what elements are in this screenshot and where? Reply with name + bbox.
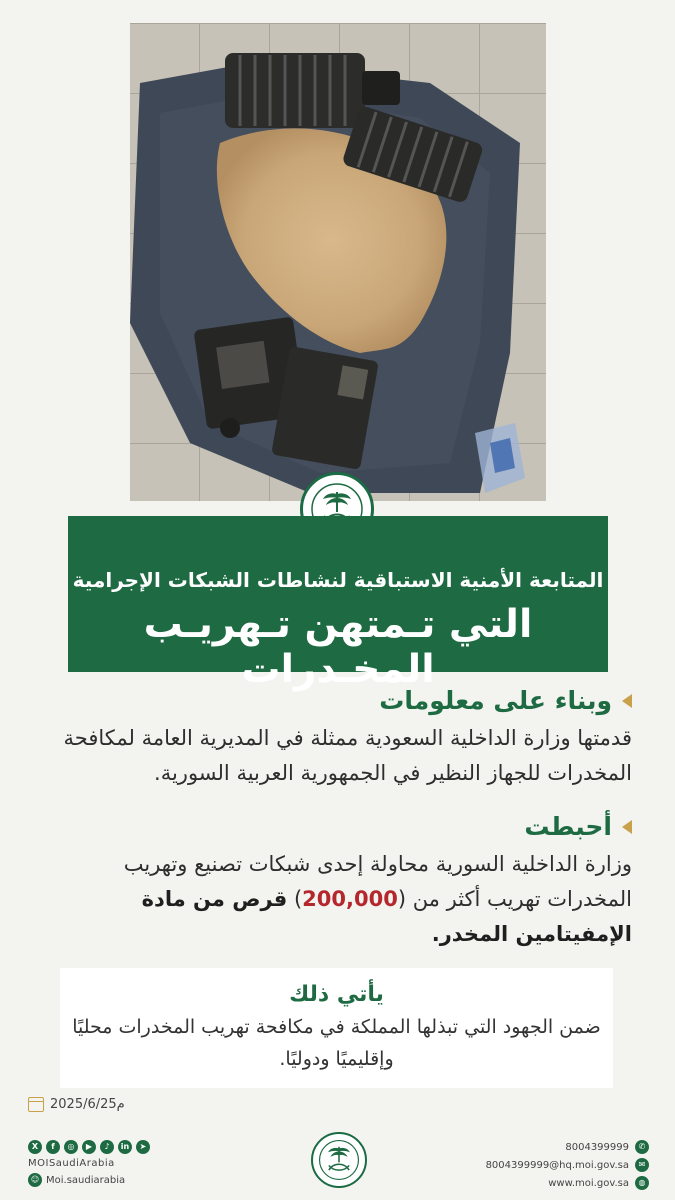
- title-banner: [68, 516, 608, 692]
- note-box: [60, 968, 613, 1088]
- section-heading-text: وبناء على معلومات: [379, 686, 612, 715]
- section-heading: [62, 686, 632, 715]
- social-handle[interactable]: MOISaudiArabia: [28, 1158, 115, 1169]
- section-body: قدمتها وزارة الداخلية السعودية ممثلة في المديرية العامة لمكافحة المخدرات للجهاز النظير في الجمهورية العربية السورية.: [63, 726, 632, 785]
- calendar-icon: [28, 1097, 44, 1112]
- body-text-bold: قرص من مادة الإمفيتامين المخدر.: [141, 887, 632, 946]
- section-heading-text: أحبطت: [524, 812, 612, 841]
- tiktok-icon[interactable]: ♪: [100, 1140, 114, 1154]
- triangle-bullet-icon: [622, 820, 632, 834]
- pill-count: 200,000: [302, 887, 398, 911]
- banner-subtitle: المتابعة الأمنية الاستباقية لنشاطات الشبكات الإجرامية: [72, 568, 604, 592]
- ministry-emblem-footer: [311, 1132, 367, 1188]
- footer-contact: [449, 1138, 649, 1192]
- x-icon[interactable]: X: [28, 1140, 42, 1154]
- body-text-part: ): [287, 887, 303, 911]
- contact-website[interactable]: [449, 1174, 649, 1192]
- section-heading: [62, 812, 632, 841]
- section-foiled: [62, 812, 632, 952]
- social-icons: [28, 1140, 168, 1154]
- section-body: [62, 847, 632, 952]
- note-title: يأتي ذلك: [289, 982, 384, 1007]
- banner-title: التي تـمتهن تـهريـب المخـدرات: [143, 602, 533, 692]
- contact-email[interactable]: [449, 1156, 649, 1174]
- body-text-part: وزارة الداخلية السورية محاولة إحدى شبكات تصنيع وتهريب المخدرات تهريب أكثر من (: [123, 852, 632, 911]
- facebook-icon[interactable]: f: [46, 1140, 60, 1154]
- snapchat-handle: Moi.saudiarabia: [46, 1174, 126, 1186]
- email-icon: ✉: [635, 1158, 649, 1172]
- youtube-icon[interactable]: ▶: [82, 1140, 96, 1154]
- telegram-icon[interactable]: ➤: [136, 1140, 150, 1154]
- phone-icon: ✆: [635, 1140, 649, 1154]
- palm-swords-icon: [318, 1139, 360, 1181]
- publish-date: [28, 1097, 125, 1112]
- photo-illustration: [130, 23, 546, 501]
- contact-phone[interactable]: [449, 1138, 649, 1156]
- seized-drugs-photo: [130, 23, 546, 501]
- linkedin-icon[interactable]: in: [118, 1140, 132, 1154]
- snapchat-icon: ☺: [28, 1173, 42, 1187]
- email-address: 8004399999@hq.moi.gov.sa: [485, 1159, 629, 1171]
- date-text: 2025/6/25م: [50, 1097, 125, 1112]
- phone-number: 8004399999: [565, 1141, 629, 1153]
- snapchat-row[interactable]: [28, 1173, 168, 1187]
- section-information: [62, 686, 632, 791]
- triangle-bullet-icon: [622, 694, 632, 708]
- note-text: ضمن الجهود التي تبذلها المملكة في مكافحة تهريب المخدرات محليًا وإقليميًا ودوليًا.: [72, 1016, 601, 1070]
- globe-icon: ◍: [635, 1176, 649, 1190]
- footer-social: [28, 1140, 168, 1187]
- website-url: www.moi.gov.sa: [548, 1177, 629, 1189]
- instagram-icon[interactable]: ◎: [64, 1140, 78, 1154]
